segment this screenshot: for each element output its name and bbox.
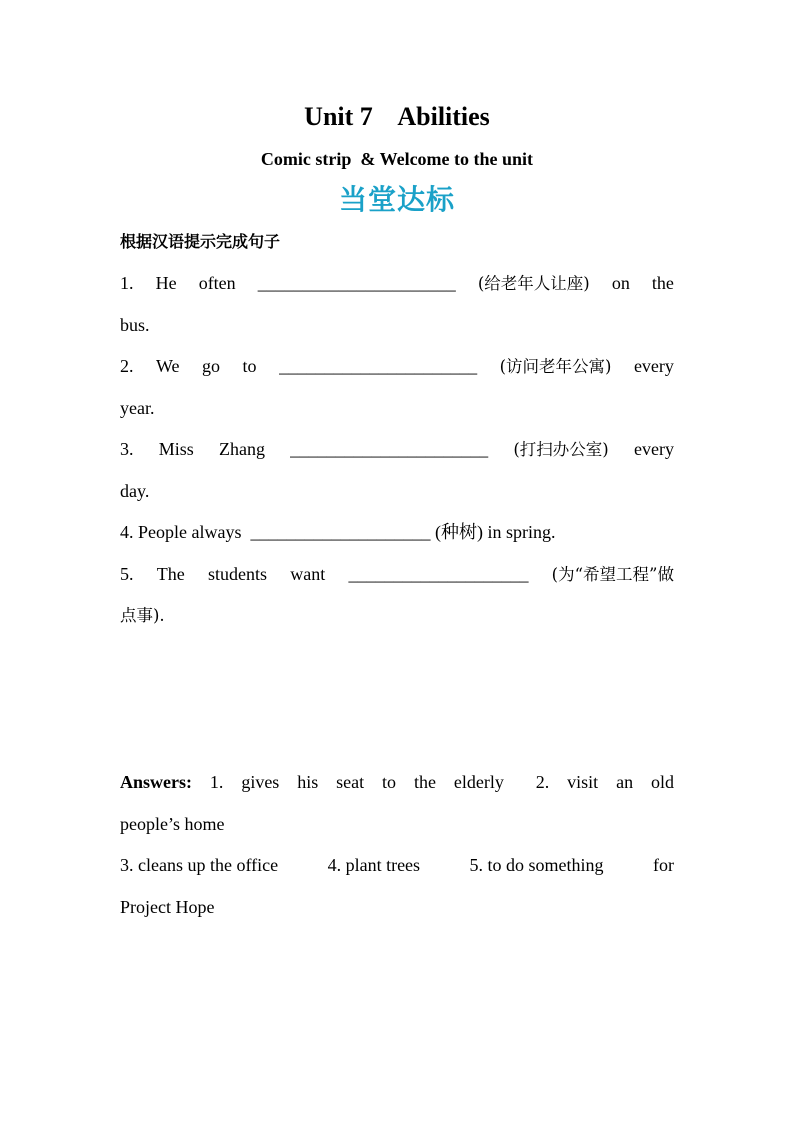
word: on [611,273,630,293]
chinese-hint: (为“希望工程”做 [551,564,674,584]
exercise-instruction: 根据汉语提示完成句子 [120,232,281,251]
exercise-3-line-1 [120,429,674,471]
answers-label: Answers: [120,772,192,792]
answer-blank: ______________________ [257,273,456,293]
word: 1. [120,273,134,293]
word: the [413,772,436,792]
answer-blank: ______________________ [290,439,489,459]
word: every [633,356,674,376]
word: We [156,356,180,376]
word: gives [241,772,280,792]
lesson-subtitle: Comic strip & Welcome to the unit [260,149,534,169]
answer-blank: ______________________ [279,356,478,376]
section-heading: 当堂达标 [338,183,455,216]
answers-line-2: people’s home [120,813,225,834]
word: for [653,855,674,875]
exercise-1-line-1 [120,263,674,305]
unit-title: Unit 7 Abilities [304,102,490,131]
exercise-2-line-2: year. [120,397,155,418]
chinese-hint: (打扫办公室) [513,440,609,459]
word: Miss [158,439,194,459]
answers-line-1 [120,762,674,804]
exercise-4-line-1: 4. People always ____________________ (种树) in spring. [120,522,556,542]
exercise-list [120,263,674,637]
chinese-hint: (访问老年公寓) [499,357,612,376]
word: old [650,772,674,792]
word: 2. [535,772,550,792]
word: to [382,772,397,792]
answer-key [120,762,674,928]
answers-line-4: Project Hope [120,896,215,917]
answer-item: 3. cleans up the office [120,855,279,875]
exercise-3-line-2: day. [120,480,150,501]
word: seat [336,772,365,792]
word: the [651,273,674,293]
answers-line-3 [120,845,674,887]
word: to [242,356,257,376]
word: go [202,356,221,376]
word: an [616,772,634,792]
exercise-5-line-1 [120,554,674,596]
answer-blank: ____________________ [348,563,529,584]
chinese-hint: (给老年人让座) [477,274,590,293]
word: often [198,273,236,293]
word: Zhang [218,439,265,459]
word: 3. [120,439,134,459]
word: 5. [120,563,134,584]
word: 2. [120,356,134,376]
answer-item: 4. plant trees [327,855,421,875]
word: elderly [453,772,504,792]
word: every [633,439,674,459]
word: He [155,273,177,293]
exercise-5-line-2: 点事). [120,606,165,625]
word: visit [567,772,599,792]
word: 1. [209,772,224,792]
word: want [290,563,326,584]
word: his [297,772,319,792]
word: students [207,563,267,584]
answer-item: 5. to do something [469,855,604,875]
exercise-2-line-1 [120,346,674,388]
word: The [156,563,185,584]
exercise-1-line-2: bus. [120,314,150,335]
